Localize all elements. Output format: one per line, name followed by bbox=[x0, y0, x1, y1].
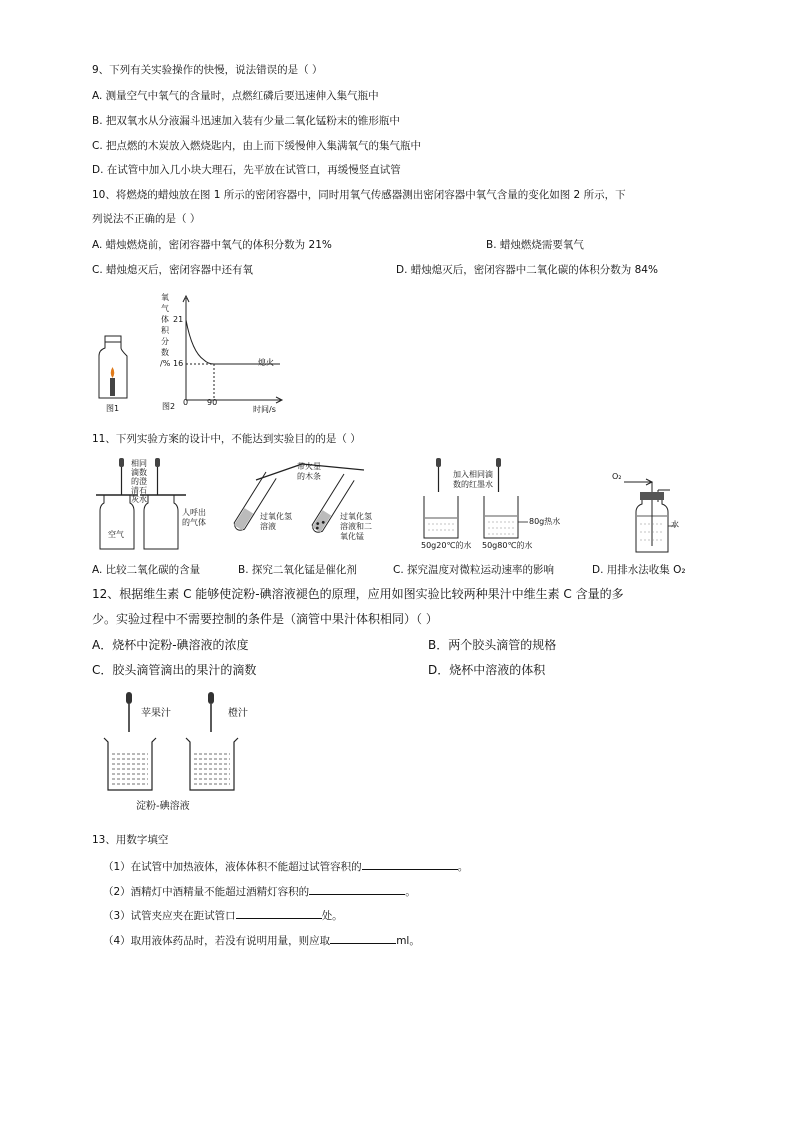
q10-stem-line2: 列说法不正确的是（ ） bbox=[92, 213, 201, 225]
q12-option-c: C．胶头滴管滴出的果汁的滴数 bbox=[92, 663, 257, 677]
q10-option-a: A. 蜡烛燃烧前，密闭容器中氧气的体积分数为 21% bbox=[92, 239, 332, 251]
q13-stem: 13、用数字填空 bbox=[92, 834, 169, 846]
q10-fig2-tick-0: 0 bbox=[183, 398, 189, 407]
q13-item-3: （3）试管夹应夹在距试管口 处。 bbox=[103, 907, 343, 923]
q12-stem-line1: 12、根据维生素 C 能够使淀粉-碘溶液褪色的原理，应用如图实验比较两种果汁中维生素 C 含量的多 bbox=[92, 587, 624, 601]
q9-stem: 9、下列有关实验操作的快慢，说法错误的是（ ） bbox=[92, 64, 323, 76]
q11-fig-a-dropper-label: 相同 滴数 的澄 清石 灰水 bbox=[131, 459, 147, 504]
q12-option-b: B．两个胶头滴管的规格 bbox=[428, 638, 557, 652]
q13-item-4: （4）取用液体药品时，若没有说明用量，则应取 ml。 bbox=[103, 932, 420, 948]
q13-blank-4[interactable] bbox=[330, 932, 396, 944]
q10-option-b: B. 蜡烛燃烧需要氧气 bbox=[486, 239, 584, 251]
q13-item-1: （1）在试管中加热液体，液体体积不能超过试管容积的 。 bbox=[103, 858, 468, 874]
q11-fig-c-right-beaker-label: 50g80℃的水 bbox=[482, 541, 533, 550]
q13-blank-2[interactable] bbox=[309, 883, 405, 895]
q13-blank-1[interactable] bbox=[362, 858, 458, 870]
q12-stem-line2: 少。实验过程中不需要控制的条件是（滴管中果汁体积相同）（ ） bbox=[92, 612, 438, 626]
q9-option-d: D. 在试管中加入几小块大理石，先平放在试管口，再缓慢竖直试管 bbox=[92, 164, 401, 176]
q10-fig2-y-axis-label: 氧 气 体 积 分 数 /% bbox=[160, 293, 171, 368]
q12-solution-label: 淀粉-碘溶液 bbox=[136, 801, 190, 812]
q10-stem-line1: 10、将燃烧的蜡烛放在图 1 所示的密闭容器中，同时用氧气传感器测出密闭容器中氧气含量的变化如图 2 所示，下 bbox=[92, 189, 626, 201]
q11-fig-a-right-bottle: 人呼出 的气体 bbox=[182, 508, 206, 527]
q11-fig-b-top-label: 带火星 的木条 bbox=[297, 462, 321, 481]
q10-fig1-bottle bbox=[96, 336, 136, 404]
q10-option-c: C. 蜡烛熄灭后，密闭容器中还有氧 bbox=[92, 264, 254, 276]
q10-option-d: D. 蜡烛熄灭后，密闭容器中二氧化碳的体积分数为 84% bbox=[396, 264, 658, 276]
q12-juice-1-label: 苹果汁 bbox=[141, 708, 171, 719]
q9-option-a: A. 测量空气中氧气的含量时，点燃红磷后要迅速伸入集气瓶中 bbox=[92, 90, 379, 102]
q10-fig2-chart bbox=[170, 296, 290, 408]
q10-fig2-tick-21: 21 bbox=[173, 315, 184, 324]
q10-fig2-curve-label: 熄火 bbox=[258, 358, 274, 367]
q9-option-c: C. 把点燃的木炭放入燃烧匙内，由上而下缓慢伸入集满氧气的集气瓶中 bbox=[92, 140, 422, 152]
q12-option-a: A．烧杯中淀粉-碘溶液的浓度 bbox=[92, 638, 249, 652]
q10-fig2-label: 图2 bbox=[162, 402, 176, 411]
q10-fig2-tick-16: 16 bbox=[173, 359, 184, 368]
q11-option-c: C. 探究温度对微粒运动速率的影响 bbox=[393, 564, 555, 576]
q12-option-d: D．烧杯中溶液的体积 bbox=[428, 663, 546, 677]
q11-fig-a-left-bottle: 空气 bbox=[108, 530, 124, 539]
q11-fig-d-collection-bottle bbox=[612, 470, 682, 556]
q11-fig-c-left-beaker-label: 50g20℃的水 bbox=[421, 541, 472, 550]
q11-fig-d-gas-label: O₂ bbox=[612, 472, 622, 481]
q11-fig-b-right-tube: 过氧化氢 溶液和二 氧化锰 bbox=[340, 512, 372, 541]
q11-fig-c-right-side-label: 80g热水 bbox=[529, 517, 561, 526]
q12-juice-2-label: 橙汁 bbox=[228, 708, 248, 719]
q11-stem: 11、下列实验方案的设计中，不能达到实验目的的是（ ） bbox=[92, 433, 361, 445]
q11-option-b: B. 探究二氧化锰是催化剂 bbox=[238, 564, 357, 576]
q9-option-b: B. 把双氧水从分液漏斗迅速加入装有少量二氧化锰粉末的锥形瓶中 bbox=[92, 115, 400, 127]
q13-item-2: （2）酒精灯中酒精量不能超过酒精灯容积的 。 bbox=[103, 883, 416, 899]
q10-fig2-x-label: 时间/s bbox=[253, 405, 276, 414]
q11-option-d: D. 用排水法收集 O₂ bbox=[592, 564, 686, 576]
q10-fig2-tick-90: 90 bbox=[207, 398, 218, 407]
q11-option-a: A. 比较二氧化碳的含量 bbox=[92, 564, 201, 576]
q10-fig1-label: 图1 bbox=[106, 404, 120, 413]
q13-blank-3[interactable] bbox=[236, 907, 322, 919]
q11-fig-b-left-tube: 过氧化氢 溶液 bbox=[260, 512, 292, 531]
q11-fig-c-top-label: 加入相同滴 数的红墨水 bbox=[453, 470, 493, 489]
q11-fig-d-water-label: 水 bbox=[671, 520, 679, 529]
